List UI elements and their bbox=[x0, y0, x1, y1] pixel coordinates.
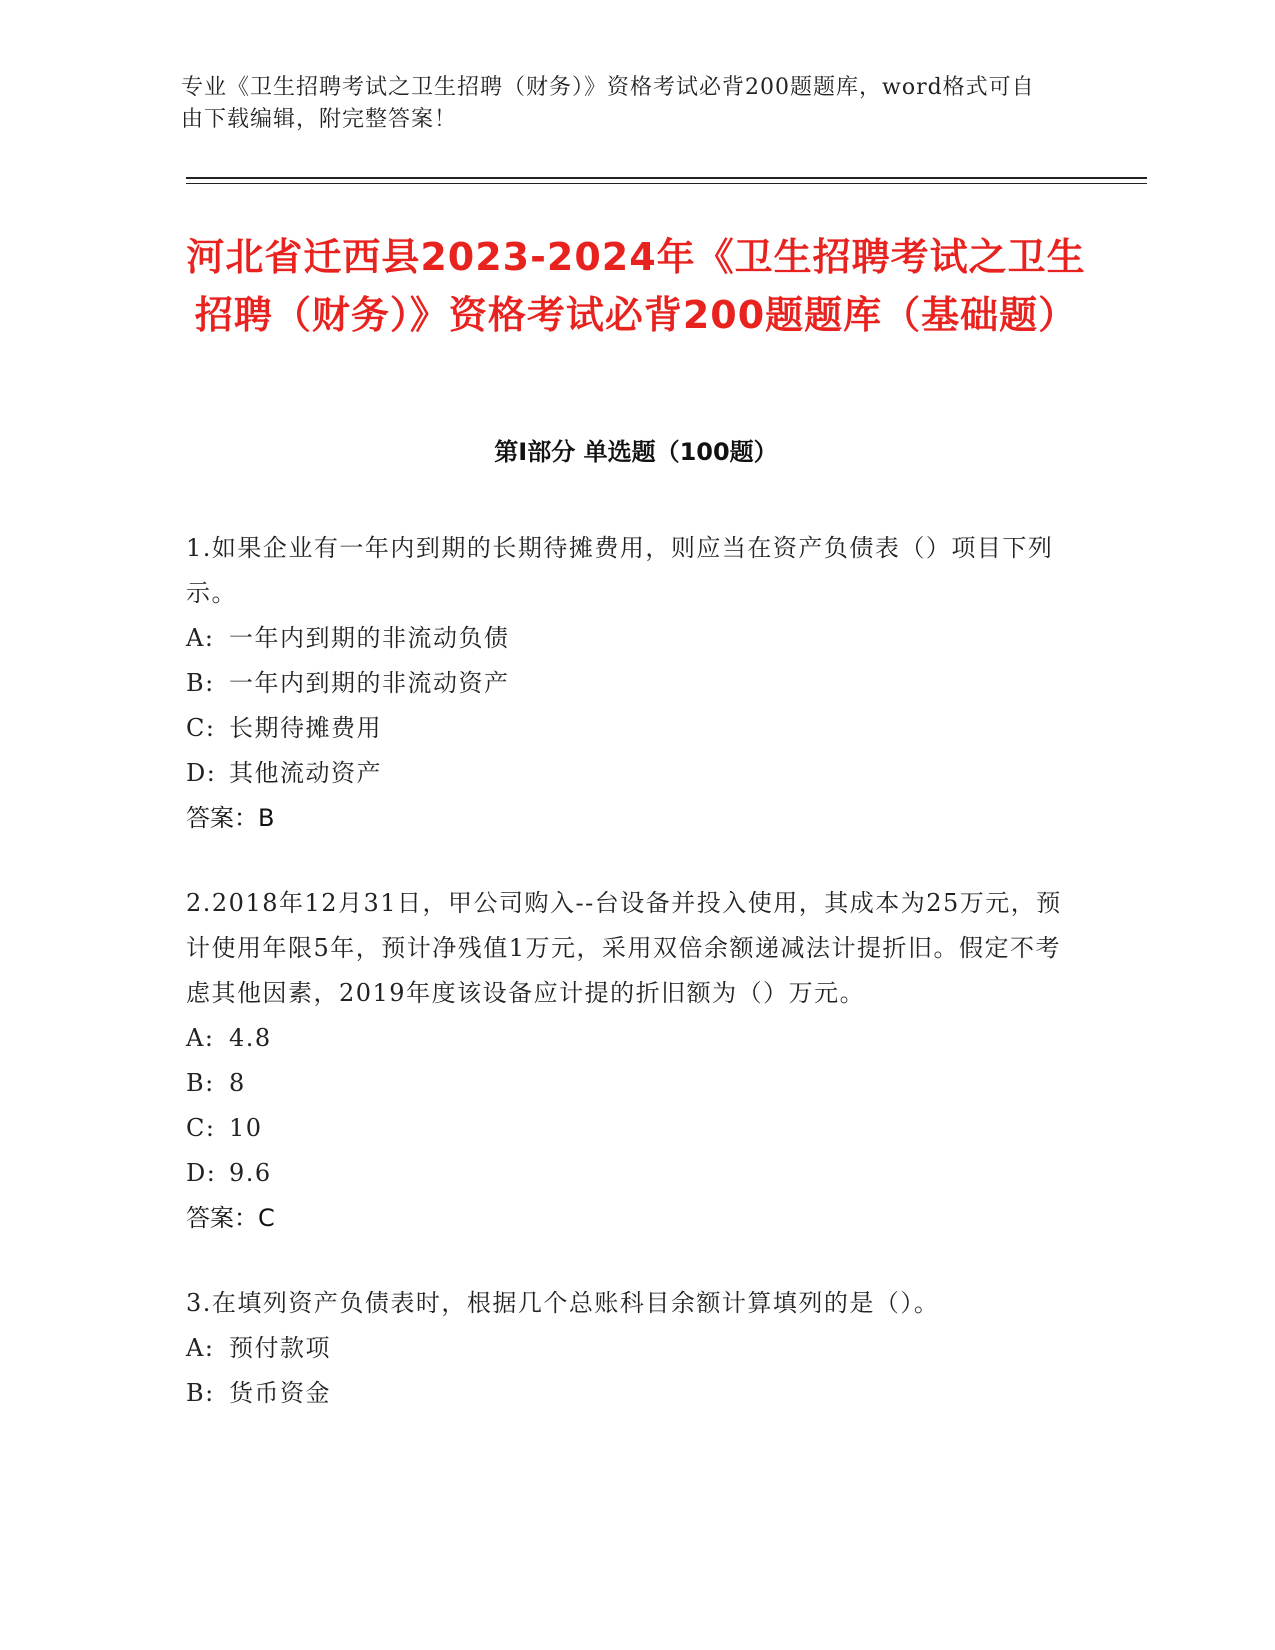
header-divider-thick bbox=[186, 177, 1147, 179]
question-stem: 1.如果企业有一年内到期的长期待摊费用，则应当在资产负债表（）项目下列示。 bbox=[186, 534, 1054, 607]
option-b bbox=[186, 661, 1066, 706]
question-1 bbox=[186, 526, 1066, 841]
option-text: 8 bbox=[229, 1069, 246, 1097]
option-text: 10 bbox=[229, 1114, 263, 1142]
option-text: 4.8 bbox=[229, 1024, 272, 1052]
question-list bbox=[186, 526, 1066, 1456]
option-letter: D: bbox=[186, 759, 217, 787]
option-d bbox=[186, 1151, 1066, 1196]
option-letter: B: bbox=[186, 1379, 215, 1407]
option-letter: A: bbox=[186, 1334, 215, 1362]
question-2 bbox=[186, 881, 1066, 1241]
option-a bbox=[186, 1016, 1066, 1061]
option-letter: C: bbox=[186, 714, 216, 742]
option-c bbox=[186, 1106, 1066, 1151]
question-stem: 2.2018年12月31日，甲公司购入--台设备并投入使用，其成本为25万元，预计使用年限5年，预计净残值1万元，采用双倍余额递减法计提折旧。假定不考虑其他因素，2019年度该设备应计提的折旧额为（）万元。 bbox=[186, 889, 1062, 1007]
question-stem: 3.在填列资产负债表时，根据几个总账科目余额计算填列的是（）。 bbox=[186, 1289, 940, 1317]
section-title: 第Ⅰ部分 单选题（100题） bbox=[494, 438, 778, 466]
option-letter: B: bbox=[186, 669, 215, 697]
option-text: 货币资金 bbox=[229, 1379, 331, 1407]
option-letter: B: bbox=[186, 1069, 215, 1097]
document-title: 河北省迁西县2023-2024年《卫生招聘考试之卫生招聘（财务）》资格考试必背200题题库（基础题） bbox=[186, 235, 1086, 337]
option-letter: C: bbox=[186, 1114, 216, 1142]
option-c bbox=[186, 706, 1066, 751]
option-d bbox=[186, 751, 1066, 796]
question-3 bbox=[186, 1281, 1066, 1416]
option-b bbox=[186, 1371, 1066, 1416]
option-text: 一年内到期的非流动负债 bbox=[229, 624, 510, 652]
header-note: 专业《卫生招聘考试之卫生招聘（财务）》资格考试必背200题题库，word格式可自由下载编辑，附完整答案！ bbox=[181, 75, 1035, 132]
option-a bbox=[186, 1326, 1066, 1371]
option-text: 长期待摊费用 bbox=[229, 714, 382, 742]
option-letter: D: bbox=[186, 1159, 217, 1187]
option-text: 9.6 bbox=[229, 1159, 272, 1187]
option-a bbox=[186, 616, 1066, 661]
option-b bbox=[186, 1061, 1066, 1106]
answer-line: 答案：C bbox=[186, 1204, 275, 1232]
option-text: 一年内到期的非流动资产 bbox=[229, 669, 510, 697]
answer-line: 答案：B bbox=[186, 804, 275, 832]
option-letter: A: bbox=[186, 1024, 215, 1052]
option-text: 预付款项 bbox=[229, 1334, 331, 1362]
option-letter: A: bbox=[186, 624, 215, 652]
option-text: 其他流动资产 bbox=[229, 759, 382, 787]
header-divider-thin bbox=[186, 183, 1147, 184]
